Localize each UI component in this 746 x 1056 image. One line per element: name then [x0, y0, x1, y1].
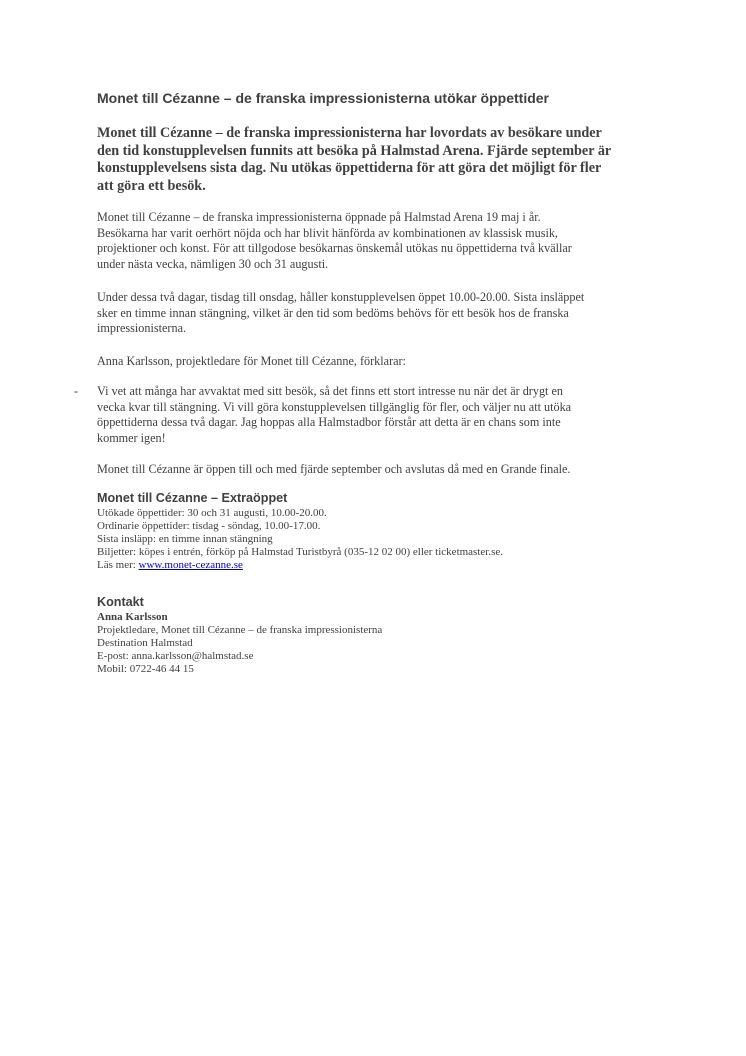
contact-line: Destination Halmstad: [97, 637, 193, 649]
lead-paragraph: [97, 125, 657, 195]
body-line: under nästa vecka, nämligen 30 och 31 augusti.: [97, 256, 329, 271]
extra-line: Sista insläpp: en timme innan stängning: [97, 533, 273, 545]
body-paragraph-2: [97, 290, 584, 337]
read-more-label: Läs mer:: [97, 559, 139, 571]
quote-line: vecka kvar till stängning. Vi vill göra konstupplevelsen tillgänglig för fler, och väljer nu att utöka: [97, 399, 572, 414]
body-paragraph-5: [97, 462, 570, 478]
contact-line: E-post: anna.karlsson@halmstad.se: [97, 650, 254, 662]
extra-line: Ordinarie öppettider: tisdag - söndag, 10.00-17.00.: [97, 520, 321, 532]
body-line: Monet till Cézanne – de franska impressionisterna öppnade på Halmstad Arena 19 maj i år.: [97, 210, 541, 224]
quote-line: öppettiderna dessa två dagar. Jag hoppas alla Halmstadbor förstår att detta är en chans som inte: [97, 415, 561, 429]
body-line: Under dessa två dagar, tisdag till onsdag, håller konstupplevelsen öppet 10.00-20.00. Sista insläppet: [97, 290, 585, 304]
contact-name: Anna Karlsson: [97, 611, 168, 623]
body-line: Anna Karlsson, projektledare för Monet till Cézanne, förklarar:: [97, 354, 406, 368]
quote-paragraph: [97, 384, 571, 446]
body-line: projektioner och konst. För att tillgodose besökarnas önskemål utökas nu öppettiderna två kvällar: [97, 241, 572, 255]
body-line: Monet till Cézanne är öppen till och med fjärde september och avslutas då med en Grande finale.: [97, 462, 571, 476]
page-title: Monet till Cézanne – de franska impressionisterna utökar öppettider: [97, 90, 549, 106]
quote-line: Vi vet att många har avvaktat med sitt besök, så det finns ett stort intresse nu när det är drygt en: [97, 384, 563, 398]
lead-line: att göra ett besök.: [97, 177, 206, 194]
contact-heading: Kontakt: [97, 595, 144, 609]
lead-line: den tid konstupplevelsen funnits att besöka på Halmstad Arena. Fjärde september är: [97, 142, 612, 159]
extra-info: [97, 507, 503, 572]
body-paragraph-1: [97, 210, 572, 272]
lead-line: konstupplevelsens sista dag. Nu utökas öppettiderna för att göra det möjligt för fler: [97, 160, 602, 176]
extra-line: Utökade öppettider: 30 och 31 augusti, 10.00-20.00.: [97, 507, 327, 519]
quote-dash: -: [74, 384, 79, 398]
body-line: impressionisterna.: [97, 321, 187, 335]
quote-line: kommer igen!: [97, 430, 166, 445]
contact-line: Mobil: 0722-46 44 15: [97, 663, 194, 675]
website-link[interactable]: www.monet-cezanne.se: [138, 559, 243, 571]
extra-line: Biljetter: köpes i entrén, förköp på Halmstad Turistbyrå (035-12 02 00) eller ticketmaster.se.: [97, 546, 503, 558]
read-more-line: [97, 559, 503, 572]
body-paragraph-3: [97, 354, 406, 370]
contact-line: Projektledare, Monet till Cézanne – de franska impressionisterna: [97, 624, 383, 636]
lead-line: Monet till Cézanne – de franska impressionisterna har lovordats av besökare under: [97, 125, 602, 141]
body-line: Besökarna har varit oerhört nöjda och har blivit hänförda av kombinationen av klassisk musik,: [97, 225, 558, 240]
extra-heading: Monet till Cézanne – Extraöppet: [97, 491, 288, 505]
contact-info: [97, 611, 382, 676]
body-line: sker en timme innan stängning, vilket är den tid som bedöms behövs för ett besök hos de franska: [97, 305, 569, 320]
